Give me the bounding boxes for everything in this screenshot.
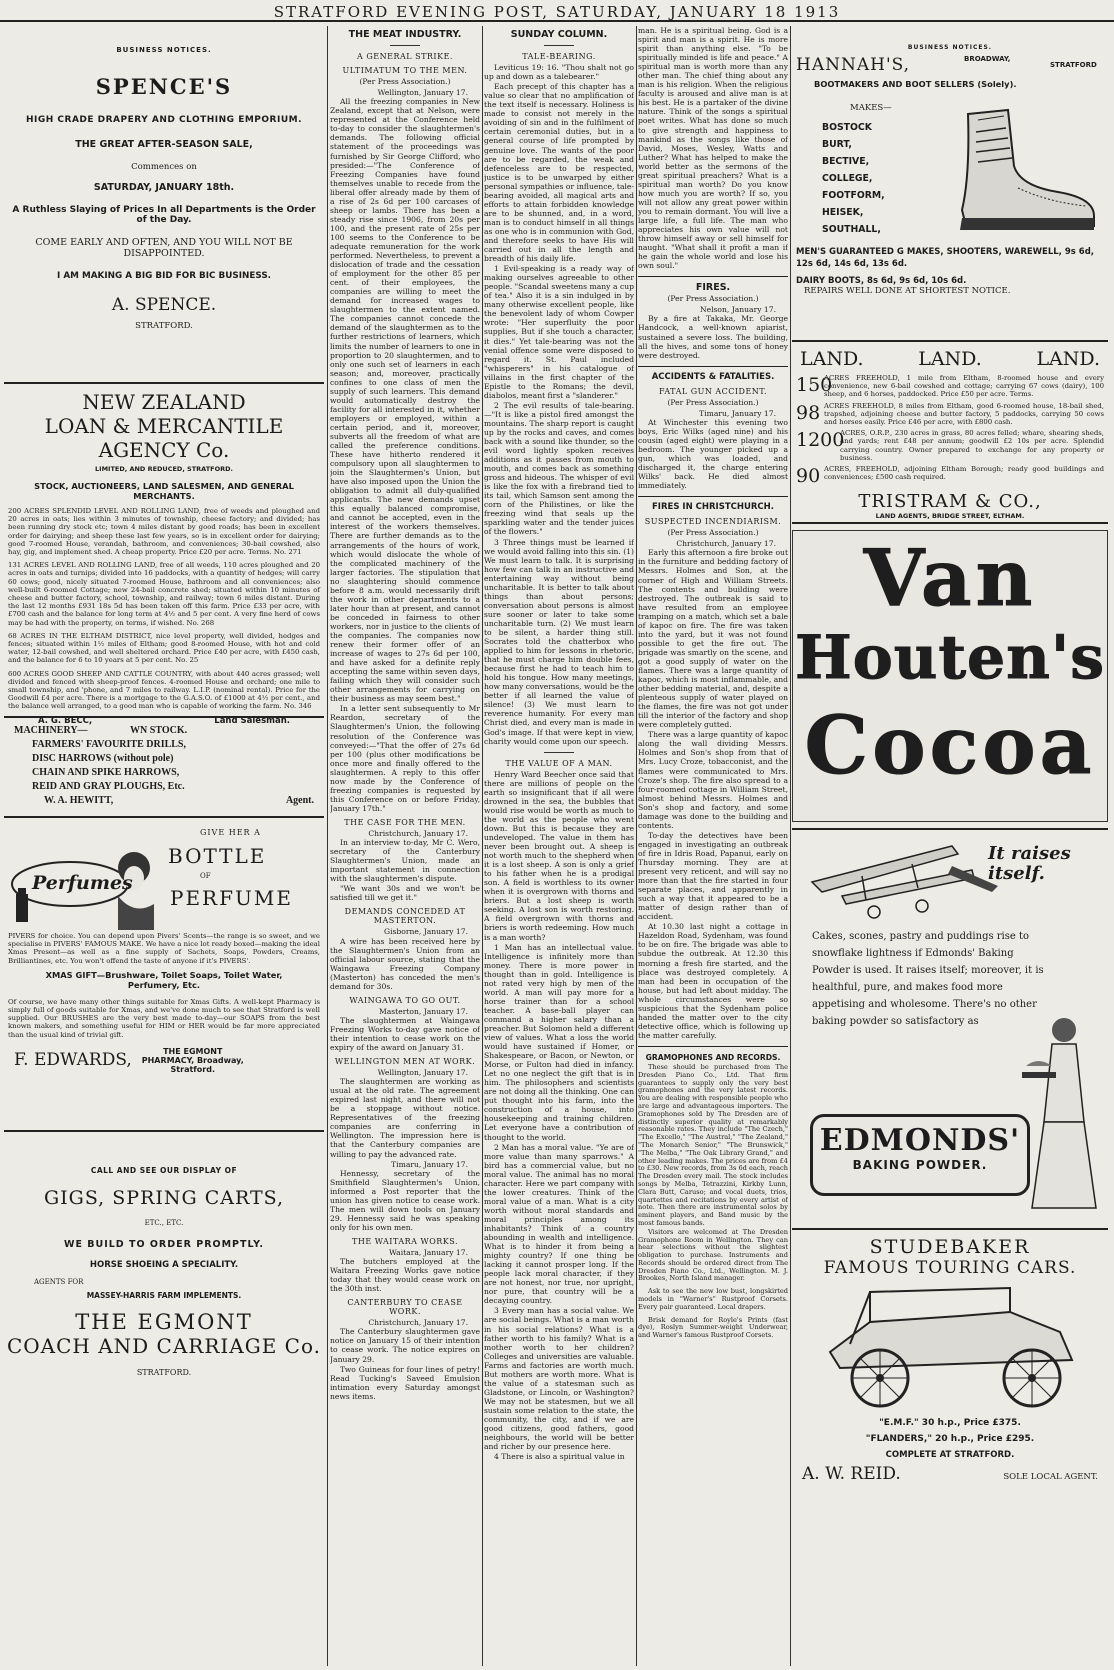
hannah-makes: MAKES— xyxy=(850,103,892,113)
sunday-paragraph: 4 There is also a spiritual value in xyxy=(494,1452,625,1462)
studebaker-signature-row xyxy=(792,1464,1108,1484)
separator xyxy=(544,45,574,46)
dateline: Nelson, January 17. xyxy=(699,305,776,315)
nz-signature: A. G. BECC, xyxy=(38,715,93,726)
hannah-repairs: REPAIRS WELL DONE AT SHORTEST NOTICE. xyxy=(804,286,1011,296)
coach-line: MASSEY-HARRIS FARM IMPLEMENTS. xyxy=(86,1291,242,1300)
perfume-perfume: PERFUME xyxy=(170,886,293,910)
touring-car-illustration xyxy=(810,1282,1090,1412)
land-title: LAND. xyxy=(918,348,982,370)
fires-title: FIRES. xyxy=(695,282,731,294)
coach-line: COACH AND CARRIAGE Co. xyxy=(6,1334,322,1358)
perfume-bottle: BOTTLE xyxy=(168,844,267,868)
edmonds-baking-powder: BAKING POWDER. xyxy=(852,1158,988,1172)
land-entry xyxy=(796,374,1104,399)
van-houten-word: Van xyxy=(863,533,1037,624)
meat-title: THE MEAT INDUSTRY. xyxy=(348,29,462,40)
column-news xyxy=(638,26,788,1664)
news-paragraph: Brisk demand for Royle's Prints (fast dye), Roslyn Summer-weight Underwear, and Warner's famous Rustproof Corsets. xyxy=(638,1315,788,1340)
business-notices-heading: BUSINESS NOTICES. xyxy=(907,44,993,51)
dateline: Christchurch, January 17. xyxy=(368,1318,468,1328)
land-entry-text: ACRES FREEHOLD, 1 mile from Eltham, 8-roomed house and every convenience, new 6-bail cowshed and cottage; carrying 67 cows (dairy), 100 sheep, and 6 horses, paddocked. Price £50 per acre. Terms. xyxy=(824,374,1104,399)
hannah-make: SOUTHALL, xyxy=(822,224,881,235)
hannah-sub: BOOTMAKERS AND BOOT SELLERS (Solely). xyxy=(814,79,1017,89)
meat-heading: THE CASE FOR THE MEN. xyxy=(344,817,466,827)
press-association: (Per Press Association.) xyxy=(359,77,451,87)
nz-listing: 200 ACRES SPLENDID LEVEL AND ROLLING LAND, free of weeds and ploughed and 20 acres in oats; lies within 3 minutes of township, cheese factory; and divided; has been running dry stock etc; town 4 miles distant by good roads; has been in excellent order for dairying; and sheep these last few years, so is in excellent order for dairying; good 7-roomed House, verandah, bathroom, and conveniences; 30-bail cowshed, also hay, gig, and implement shed. A cheap property. Price £20 per acre. Terms. No. 271 xyxy=(8,507,320,557)
gramophones-block xyxy=(638,1064,788,1340)
divider xyxy=(4,1130,324,1132)
perfume-give: GIVE HER A xyxy=(200,828,261,837)
gramophones-title: GRAMOPHONES AND RECORDS. xyxy=(645,1052,781,1062)
divider xyxy=(4,816,324,818)
hewitt-signature: W. A. HEWITT, xyxy=(44,795,114,806)
news-heading: FATAL GUN ACCIDENT. xyxy=(658,386,768,396)
sunday-paragraph: 2 The evil results of tale-bearing.—"It is like a pistol fired amongst the mountains. The sharp report is caught up by the rocks and caves, and comes back with a sound like thunder, so the evil word lightly spoken receives additions as it passes from mouth to mouth, and comes back as something gross and hideous. The whisper of evil is like the fox with a firebrand tied to its tail, which Samson sent among the corn of the Philistines, or like the freezing wind that seals up the sparkling water and the tender juices of the flowers." xyxy=(484,400,634,537)
column-rule xyxy=(636,26,637,1666)
column-rule xyxy=(327,26,328,1666)
sunday-paragraph: Each precept of this chapter has a value so clear that no amplification of the text itself is necessary. Holiness is made to consist not merely in the avoiding of sin and in the fulfilment of certain ceremonial duties, but in a general course of life prompted by genuine love. The wants of the poor are to be regarded, the weak and defenceless are to be respected, justice is to be unwarped by either personal sympathies or influence, tale-bearing avoided, all magical arts and efforts to attain forbidden knowledge are to be shunned, and, in a word, man is to conduct himself in all things as one who is in communion with God, and therefore seeks to have His will carried out in all the length and breadth of his daily life. xyxy=(484,82,634,264)
boot-illustration xyxy=(948,106,1098,236)
press-association: (Per Press Association.) xyxy=(667,397,759,407)
news-heading: SUSPECTED INCENDIARISM. xyxy=(644,517,782,527)
perfume-body2: Of course, we have many other things suitable for Xmas Gifts. A well-kept Pharmacy is simply full of goods suitable for Xmas, and we've done much to see that Stratford is well supplied. Our BRUSHES are the very best made to-day—our SOAPS from the best known makers, and something useful for HIM or HER would be far more appreciated than the usual kind of trivial gift. xyxy=(8,997,320,1039)
spence-line: HIGH CRADE DRAPERY AND CLOTHING EMPORIUM. xyxy=(25,115,303,125)
coach-advert xyxy=(4,1166,324,1416)
studebaker-complete: COMPLETE AT STRATFORD. xyxy=(885,1450,1015,1460)
column-advertisements-left xyxy=(4,26,324,1664)
nz-title: AGENCY Co. xyxy=(98,438,230,462)
dateline: Waitara, January 17. xyxy=(389,1248,468,1257)
studebaker-agent: SOLE LOCAL AGENT. xyxy=(1003,1472,1098,1482)
meat-paragraph: Two Guineas for four lines of petry! Read Tucking's Saveed Emulsion intimation every Saturday amongst news items. xyxy=(330,1364,480,1401)
land-entry-acres: 1200 xyxy=(796,429,845,452)
sunday-heading: TALE-BEARING. xyxy=(522,52,596,62)
press-association: (Per Press Association.) xyxy=(667,528,759,538)
hannah-title-row xyxy=(792,55,1108,79)
studebaker-price: "E.M.F." 30 h.p., Price £375. xyxy=(879,1418,1021,1428)
news-paragraph: By a fire at Takaka, Mr. George Handcock, a well-known apiarist, sustained a severe loss. The building, all the hives, and some tons of honey were destroyed. xyxy=(638,314,788,360)
land-entry-text: ACRES, O.R.P., 230 acres in grass, 80 acres felled; whare, shearing sheds, and yards; rent £48 per annum; goodwill £2 10s per acre. Splendid carrying country. Owner prepared to exchange for any property or business. xyxy=(840,429,1104,462)
edmonds-raises: It raises itself. xyxy=(988,843,1071,884)
spence-line: I AM MAKING A BIG BID FOR BIC BUSINESS. xyxy=(57,271,271,281)
meat-paragraph: In an interview to-day, Mr C. Wero, secretary of the Canterbury Slaughtermen's Union, made an important statement in connection with the slaughtermen's dispute. xyxy=(330,838,480,884)
spence-town: STRATFORD. xyxy=(135,321,193,331)
land-advert xyxy=(792,348,1108,521)
spence-line: A Ruthless Slaying of Prices In all Departments is the Order of the Day. xyxy=(12,205,316,225)
nz-salesman: Land Salesman. xyxy=(214,715,290,726)
christchurch-fires-title: FIRES IN CHRISTCHURCH. xyxy=(652,502,774,513)
spence-line: THE GREAT AFTER-SEASON SALE, xyxy=(75,139,253,150)
meat-paragraph: All the freezing companies in New Zealand, except that at Nelson, were represented at the Conference held to-day to consider the slaughtermen's demands. The following official statement of the proceedings was furnished by Sir George Clifford, who presided:—"The Conference of Freezing Companies have found themselves unable to recede from the liberal offer already made by them of a rise of 2s 6d per 100 carcases of sheep or lambs. There has been a steady rise since 1906, from 20s per 100, and the present rate of 25s per 100 seems to the Conference to be adequate remuneration for the work performed. Nevertheless, to prevent a dislocation of trade and the cessation of employment for the other 85 per cent. of their employees, the companies are willing to meet the demand for increased wages to slaughtermen to the extent named. The companies cannot concede the demand of the slaughtermen as to the further restrictions of learners, which limits the number of learners to one in proportion to 20 slaughtermen, and to only one such set of learners in each season; and, moreover, practically confines to one class of men the supply of such learners. This demand would automatically destroy the facility for all interested in it, whether employers or employed, within a certain period, and it, moreover, subverts all the freedom of what are called the preference conditions. These have hitherto rendered it compulsory upon all slaughtermen to join the Slaughtermen's Union, but have also imposed upon the Union the obligation to admit all duly-qualified applicants. The new demands upset this equally balanced compromise, and cannot be accepted, even in the interest of the workers themselves. There are further demands as to the arrangements of the hours of work, which would dislocate the whole of the complicated machinery of the larger factories. The stipulation that no slaughtering should commence before 8 a.m. would necessarily drift the work in other departments to a later hour than at present, and cannot be conceded in fairness to other workers, nor in justice to the clients of the companies. The companies now renew their former offer of an increase of wages to 27s 6d per 100, and have asked for a definite reply accepting the same within seven days, failing which they will consider such other arrangements for carrying on their business as may seem best." xyxy=(330,97,480,704)
studebaker-signature: A. W. REID. xyxy=(802,1464,901,1484)
coach-line: STRATFORD. xyxy=(136,1368,192,1377)
perfume-of: OF xyxy=(200,872,211,880)
sunday-paragraph: 1 Man has an intellectual value. Intelligence is infinitely more than money. There is more power in thought than in gold. Intelligence is not rated very high by men of the world. A man will pay more for a horse trainer than for a school teacher. A base-ball player can command a higher salary than a preacher. But Solomon held a different view of values. What a loss the world would have sustained if Homer, or Shakespeare, or Bacon, or Newton, or Morse, or Fulton had died in infancy. Let no one neglect the gift that is in him. The philosophers and scientists are not doing all the thinking. One can put thought into his farm, into the construction of a house, into housekeeping and training children. Let everyone have a contribution of thought to the world. xyxy=(484,942,634,1142)
meat-paragraph: A wire has been received here by the Slaughtermen's Union from an official labour source, stating that the Waingawa Freezing Company (Masterton) has conceded the men's demand for 30s. xyxy=(330,936,480,991)
hannah-make: HEISEK, xyxy=(822,207,864,218)
dateline: Timaru, January 17. xyxy=(699,408,776,418)
land-entry-text: ACRES, FREEHOLD, adjoining Eltham Borough; ready good buildings and conveniences; £500 cash required. xyxy=(824,465,1104,482)
perfume-pharmacy: THE EGMONT PHARMACY, Broadway, Stratford. xyxy=(141,1046,244,1074)
coach-line: CALL AND SEE OUR DISPLAY OF xyxy=(90,1166,238,1175)
hannah-broadway: BROADWAY, xyxy=(964,55,1011,63)
divider xyxy=(4,382,324,384)
hewitt-item: FARMERS' FAVOURITE DRILLS, xyxy=(32,739,186,750)
dateline: Christchurch, January 17. xyxy=(676,539,776,549)
spence-line: SATURDAY, JANUARY 18th. xyxy=(93,182,235,193)
news-paragraph: At 10.30 last night a cottage in Hazeldon Road, Sydenham, was found to be on fire. The brigade was able to subdue the outbreak. At 12.30 this morning a fresh fire started, and the place was destroyed completely. A man had been in occupation of the house, but had left about midday. The whole circumstances were so suspicious that the Sydenham police handed the matter over to the city detective office, which is following up the matter carefully. xyxy=(638,922,788,1040)
meat-heading: ULTIMATUM TO THE MEN. xyxy=(342,66,468,76)
spence-signature: A. SPENCE. xyxy=(111,295,217,315)
news-paragraph: Early this afternoon a fire broke out in the furniture and bedding factory of Messrs. Holmes and Son, at the corner of High and William Streets. The contents and building were destroyed. The outbreak is said to have resulted from an employee tramping on a match, which set a bale of kapoc on fire. The fire was taken into the yard, but it was not found possible to get the fire out. The brigade was smartly on the scene, and got a good supply of water on the flames. There was a large quantity of kapoc, which is most inflammable, and other bedding material, and, despite a plenteous supply of water played on the flames, the fire was not got under till the interior of the factory and shop were completely gutted. xyxy=(638,548,788,730)
perfume-signature: F. EDWARDS, xyxy=(14,1050,132,1071)
hannah-mens: MEN'S GUARANTEED G MAKES, SHOOTERS, WAREWELL, 9s 6d, 12s 6d, 14s 6d, 13s 6d. xyxy=(796,247,1095,269)
meat-paragraph: Hennessy, secretary of the Smithfield Slaughtermen's Union, informed a Post reporter that the union has given notice to cease work. The men will down tools on January 29. Hennessy said he was speaking only for his own men. xyxy=(330,1168,480,1232)
dateline: Wellington, January 17. xyxy=(377,88,468,98)
land-entry-acres: 98 xyxy=(796,401,821,424)
land-title-row xyxy=(796,348,1104,370)
news-paragraph: man. He is a spiritual being. God is a spirit and man is a spirit. He is more spirit than anything else. "To be spiritually minded is life and peace." A spiritual man is worth more than any other man. The chief thing about any man is his religion. When the religious faculty is aroused and alive man is at his best. He is a partaker of the divine nature. Think of the songs a spiritual poet writes. What has done so much to give strength and happiness to mankind as the songs like those of David, Moses, Wesley, Watts and Luther? What has helped to make the world better as the sermons of the great spiritual preachers? What is a spiritual man worth? Do you know how much you are worth? If so, you will not allow any great power within you to remain dormant. You will live a large life, a full life. The man who appreciates his own value will not throw himself away or sell himself for naught. "What shall it profit a man if he gain the whole world and lose his own soul." xyxy=(638,26,788,271)
land-entry xyxy=(796,465,1104,487)
separator xyxy=(544,752,574,753)
spence-advert xyxy=(4,46,324,376)
meat-paragraph: The butchers employed at the Waitara Freezing Works gave notice today that they would cease work on the 30th inst. xyxy=(330,1257,480,1294)
coach-line: GIGS, SPRING CARTS, xyxy=(43,1187,284,1209)
meat-heading: DEMANDS CONCEDED AT MASTERTON. xyxy=(344,907,466,926)
hannah-make: BECTIVE, xyxy=(822,156,870,167)
column-rule xyxy=(790,26,791,1666)
sunday-heading: THE VALUE OF A MAN. xyxy=(505,758,613,768)
hewitt-item: DISC HARROWS (without pole) xyxy=(32,753,174,764)
coach-line: AGENTS FOR xyxy=(34,1278,84,1286)
nz-loan-advert xyxy=(4,390,324,726)
hewitt-machinery: MACHINERY— xyxy=(14,725,88,736)
dateline: Christchurch, January 17. xyxy=(368,828,468,838)
edmonds-body: Cakes, scones, pastry and puddings rise to snowflake lightness if Edmonds' Baking Powder is used. It raises itself; moreover, it is healthful, pure, and makes food more appetising and wholesome. There's no other baking powder so satisfactory as xyxy=(812,931,1044,1027)
van-houten-advert xyxy=(792,530,1108,822)
sunday-title: SUNDAY COLUMN. xyxy=(510,29,608,40)
meat-heading: THE WAITARA WORKS. xyxy=(352,1236,458,1246)
land-title: LAND. xyxy=(1036,348,1100,370)
spence-line: Commences on xyxy=(131,162,197,172)
coach-line: ETC., ETC. xyxy=(144,1219,184,1227)
coach-line: HORSE SHOEING A SPECIALITY. xyxy=(89,1260,239,1270)
separator xyxy=(390,45,420,46)
hewitt-advert xyxy=(4,724,324,810)
perfumes-script: Perfumes xyxy=(32,872,133,894)
divider xyxy=(638,276,788,277)
meat-paragraph: The Canterbury slaughtermen gave notice on January 15 of their intention to cease work. The notice expires on January 29. xyxy=(330,1327,480,1364)
sunday-paragraph: Henry Ward Beecher once said that there are millions of people on the earth so insignificant that if all were drowned in the sea, the bubbles that would rise would be worth as much to the world as the people who went down. But this is because they are undeveloped. The value in them has never been brought out. A sheep is not worth much to the shepherd when it is a lost sheep. A son is only a grief to his father when he is a prodigal son. A field is worthless to its owner when it is overgrown with thorns and briers. But a lost sheep is worth seeking. A lost son is worth restoring. A field overgrown with thorns and briers is worth redeeming. How much is a man worth? xyxy=(484,769,634,942)
sunday-paragraph: 2 Man has a moral value. "Ye are of more value than many sparrows." A bird has a commercial value, but no moral value. The animal has no moral character. Here we part company with the lower creatures. Think of the moral value of a man. What is a city worth without moral standards and moral principles among its inhabitants? Think of a country abounding in wealth and intelligence. What is to hinder it from being a mighty country? If one thing be lacking it cannot prosper long. If the people lack moral character, if they are not honest, nor true, nor upright, nor pure, that country will be a decaying country. xyxy=(484,1142,634,1306)
dateline: Wellington, January 17. xyxy=(377,1068,468,1078)
land-title: LAND. xyxy=(800,348,864,370)
edmonds-logo xyxy=(810,1114,1030,1196)
hannah-make: COLLEGE, xyxy=(822,173,873,184)
perfume-xmas: XMAS GIFT—Brushware, Toilet Soaps, Toilet Water, Perfumery, Etc. xyxy=(45,969,283,990)
sunday-paragraph: 1 Evil-speaking is a ready way of making ourselves agreeable to other people. "Scandal sweetens many a cup of tea." Also it is a sin indulged in by many otherwise excellent people, like the benevolent lady of whom Cowper wrote: "Her superfluity the poor supplies, But if she touch a character, it dies." Yet tale-bearing was not the venial offence some were disposed to regard it. St. Paul included "whisperers" in his catalogue of villains in the first chapter of the Epistle to the Romans; the devil, diabolos, meant first a "slanderer." xyxy=(484,264,634,400)
hannah-advert xyxy=(792,44,1108,334)
meat-heading: A GENERAL STRIKE. xyxy=(357,52,453,62)
land-entry-text: ACRES FREEHOLD, 8 miles from Eltham, good 6-roomed house, 18-bail shed, trapshed, adjoining cheese and butter factory, 5 paddocks, carrying 50 cows and horses easily. Price £46 per acre, with £800 cash. xyxy=(824,401,1104,427)
coach-line: THE EGMONT xyxy=(75,1310,253,1334)
spence-line: COME EARLY AND OFTEN, AND YOU WILL NOT BE DISAPPOINTED. xyxy=(35,237,293,259)
land-entry-acres: 90 xyxy=(796,465,821,488)
divider xyxy=(638,366,788,367)
dateline: Timaru, January 17. xyxy=(391,1159,468,1169)
hewitt-item: REID AND GRAY PLOUGHS, Etc. xyxy=(32,781,185,792)
hannah-make: FOOTFORM, xyxy=(822,190,885,201)
news-paragraph: At Winchester this evening two boys, Eric Wilks (aged nine) and his cousin (aged eight) were playing in a bedroom. The younger picked up a gun, which was loaded, and discharged it, the charge entering Wilks' back. He died almost immediately. xyxy=(638,417,788,491)
news-paragraph: Visitors are welcomed at The Dresden Gramophone Room in Wellington. They can hear selections without the slightest obligation to purchase. Instruments and Records should be ordered direct from The Dresden Piano Co., Ltd., Wellington. M. J. Brookes, North Island manager. xyxy=(638,1227,788,1283)
perfume-body: PIVERS for choice. You can depend upon Pivers' Scents—the range is so sweet, and we specialise in PIVERS' FAMOUS MAKE. We have a nice lot ready boxed—making the ideal Xmas Present—as well as a fine supply of Sachets, Soaps, Powders, Creams, Brilliantines, etc. You won't offend the taste of anyone if it's PIVERS'. xyxy=(8,932,320,965)
column-meat-industry xyxy=(330,26,480,1664)
column-advertisements-right xyxy=(792,26,1108,1664)
meat-heading: WAINGAWA TO GO OUT. xyxy=(349,995,461,1005)
perfume-advert xyxy=(4,824,324,1124)
news-paragraph: To-day the detectives have been engaged in investigating an outbreak of fire in Idris Road, Papanui, early on Thursday morning. They are at present very reticent, and will say no more than that the fire started in four separate places, and apparently in such a way that it appeared to be a matter of design rather than of accident. xyxy=(638,830,788,922)
hewitt-agent: Agent. xyxy=(285,795,314,806)
spence-name: SPENCE'S xyxy=(95,74,233,99)
news-paragraph: These should be purchased from The Dresden Piano Co., Ltd. That firm guarantees to supply only the very best gramophones and the very latest records. You are dealing with responsible people who are large and advantageous importers. The Gramophones sold by The Dresden are of distinctly superior quality at remarkably reasonable rates. They include "The Czech," "The Excello," "The Austral," "The Zealand," "The Monarch Senior," "The Brunswick," "The Melba," "The Oak Library Grand," and other leading makes. The prices are from £4 to £30. New records, from 3s 6d each, reach The Dresden every mail. The stock includes songs by Melba, Tetrazzini, Kirkby Lunn, Clara Butt, Caruso; and vocal duets, trios, quartettes and recitations by every artist of note. Then there are instrumental solos by eminent players, and Band music by the most famous bands. xyxy=(638,1062,788,1227)
news-paragraph: Ask to see the new low bust, longskirted models in "Warner's" Rustproof Corsets. Every pair guaranteed. Local drapers. xyxy=(638,1287,788,1311)
meat-heading: WELLINGTON MEN AT WORK. xyxy=(334,1057,476,1067)
land-firm: TRISTRAM & CO., xyxy=(858,491,1042,513)
studebaker-price: "FLANDERS," 20 h.p., Price £295. xyxy=(865,1434,1035,1444)
studebaker-advert xyxy=(792,1236,1108,1482)
hannah-make: BURT, xyxy=(822,139,852,150)
hannah-name: HANNAH'S, xyxy=(796,55,911,75)
divider xyxy=(638,496,788,497)
hannah-make: BOSTOCK xyxy=(822,122,872,133)
nz-listing: 131 ACRES LEVEL AND ROLLING LAND, free of all weeds, 110 acres ploughed and 20 acres in oats and turnips; divided into 16 paddocks, with a quantity of hedges; will carry 60 cows; good, nicely situated 7-roomed House, bathroom and all conveniences; also well-built 6-roomed Cottage; new 24-bail concrete shed; situated within 10 minutes of cheese and butter factory, school, township, and railway; town 6 miles distant. During the last 12 months £931 18s 5d has been taken off this farm. Price £33 per acre, with £700 cash and the balance for long term at 4½ and 5 per cent. A very fine herd of cows may be had with the property, on terms, if wished. No. 268 xyxy=(8,561,320,627)
nz-listing: 68 ACRES IN THE ELTHAM DISTRICT, nice level property, well divided, hedges and fences; situated within 1½ miles of Eltham; good 8-roomed House, with hot and cold water, 12-bail cowshed, and well sheltered orchard. Price £40 per acre, with £450 cash, and the balance for 6 to 10 years at 5 per cent. No. 25 xyxy=(8,631,320,665)
news-paragraph: There was a large quantity of kapoc along the wall dividing Messrs. Holmes and Son's shop from that of Mrs. Lucy Croze, tobacconist, and the flames were communicated to Mrs. Croze's shop. The fire also spread to a four-roomed cottage in William Street, almost behind Messrs. Holmes and Son's shop and factory, and some damage was done to the building and contents. xyxy=(638,730,788,830)
divider xyxy=(638,1046,788,1047)
divider xyxy=(792,522,1108,524)
sunday-paragraph: 3 Every man has a social value. We are social beings. What is a man worth in his social relations? What is a father worth to his family? What is a mother worth to her children? Colleges and universities are valuable. Farms and factories are worth much. But mothers are worth more. What is the value of a statesman such as Gladstone, or Lincoln, or Washington? We may not be statesmen, but we all sustain some relation to the state, the community, the city, and if we are good citizens, good fathers, good neighbours, the world will be better and richer by our presence here. xyxy=(484,1306,634,1452)
coach-line: WE BUILD TO ORDER PROMPTLY. xyxy=(63,1239,264,1250)
press-association: (Per Press Association.) xyxy=(667,294,759,304)
hewitt-stock: WN STOCK. xyxy=(130,725,188,736)
masthead: STRATFORD EVENING POST, SATURDAY, JANUARY 18 1913 xyxy=(0,0,1114,22)
hannah-dairy: DAIRY BOOTS, 8s 6d, 9s 6d, 10s 6d. xyxy=(796,276,967,286)
woman-with-tray-illustration xyxy=(1022,1012,1102,1212)
meat-paragraph: "We want 30s and we won't be satisfied till we get it." xyxy=(330,884,480,903)
hewitt-item: CHAIN AND SPIKE HARROWS, xyxy=(32,767,180,778)
divider xyxy=(792,1228,1108,1230)
nz-title: NEW ZEALAND xyxy=(82,390,246,414)
land-entry-acres: 150 xyxy=(796,374,833,396)
perfume-header xyxy=(4,824,324,932)
sunday-paragraph: Leviticus 19: 16. "Thou shalt not go up and down as a talebearer." xyxy=(484,63,634,82)
dateline: Masterton, January 17. xyxy=(378,1006,468,1016)
nz-title: LOAN & MERCANTILE xyxy=(44,414,284,438)
business-notices-heading: BUSINESS NOTICES. xyxy=(116,46,212,54)
perfume-signature-row xyxy=(4,1047,324,1074)
edmonds-advert xyxy=(792,836,1108,1222)
meat-paragraph: The slaughtermen are working as usual at the old rate. The agreement expired last night, and there will not be a stoppage without notice. Representatives of the freezing companies are conferring in Wellington. The impression here is that the Canterbury companies are willing to pay the advanced rate. xyxy=(330,1077,480,1159)
meat-paragraph: In a letter sent subsequently to Mr Reardon, secretary of the Slaughtermen's Union, the following resolution of the Conference was conveyed:—"That the offer of 27s 6d per 100 (plus other modifications be once more and finally offered to the slaughtermen. A reply to this offer now made by the Conference of freezing companies is requested by this Conference on or before Friday, January 17th." xyxy=(330,704,480,813)
meat-paragraph: The slaughtermen at Waingawa Freezing Works to-day gave notice of their intention to cease work on the expiry of the award on January 31. xyxy=(330,1015,480,1053)
land-entry xyxy=(796,429,1104,462)
hannah-stratford: STRATFORD xyxy=(1050,61,1097,69)
sunday-paragraph: 3 Three things must be learned if we would avoid falling into this sin. (1) We must learn to talk. It is surprising how few can talk in an instructive and entertaining way without being uncharitable. It is better to talk about things than about persons; conversation about persons is almost sure sooner or later to take some uncharitable turn. (2) We must learn to be silent, a harder thing still. Socrates told the chatterbox who applied to him for lessons in rhetoric, that he must charge him double fees, because first he had to teach him to hold his tongue. How many meetings, how many conversations, would be the better if all learned the value of silence! (3) We must learn to reverence humanity. For every man Christ died, and every man is made in God's image. If that were kept in view, charity would come upon our speech. xyxy=(484,537,634,746)
nz-limited: LIMITED, AND REDUCED, STRATFORD. xyxy=(95,465,233,473)
studebaker-title: STUDEBAKER xyxy=(869,1236,1031,1258)
meat-heading: CANTERBURY TO CEASE WORK. xyxy=(347,1298,463,1317)
column-rule xyxy=(482,26,483,1666)
edmonds-brand: EDMONDS' xyxy=(819,1123,1021,1158)
nz-stock: STOCK, AUCTIONEERS, LAND SALESMEN, AND GENERAL MERCHANTS. xyxy=(34,481,294,501)
accidents-title: ACCIDENTS & FATALITIES. xyxy=(651,371,775,382)
van-houten-word: Houten's xyxy=(795,623,1105,693)
land-entry xyxy=(796,402,1104,427)
column-sunday xyxy=(484,26,634,1664)
divider xyxy=(792,828,1108,830)
studebaker-subtitle: FAMOUS TOURING CARS. xyxy=(823,1258,1077,1278)
divider xyxy=(792,340,1108,342)
nz-listing: 600 ACRES GOOD SHEEP AND CATTLE COUNTRY, with about 440 acres grassed; well divided and fenced with sheep-proof fences. 4-roomed House and orchard; one mile to small township, and 'phone, and 7 miles to railway. L.I.P. (nominal rental). Price for the Goodwill £4 per acre. There is a mortgage to the G.A.S.O. of £1000 at 4½ per cent., and the balance well arranged, to a good man who is capable of working the farm. No. 346 xyxy=(8,669,320,711)
land-firm-address: LAND AGENTS, BRIDGE STREET, ELTHAM. xyxy=(875,512,1025,521)
dateline: Gisborne, January 17. xyxy=(384,927,468,937)
van-houten-word: Cocoa xyxy=(804,698,1096,792)
airplane-illustration xyxy=(802,836,1002,922)
